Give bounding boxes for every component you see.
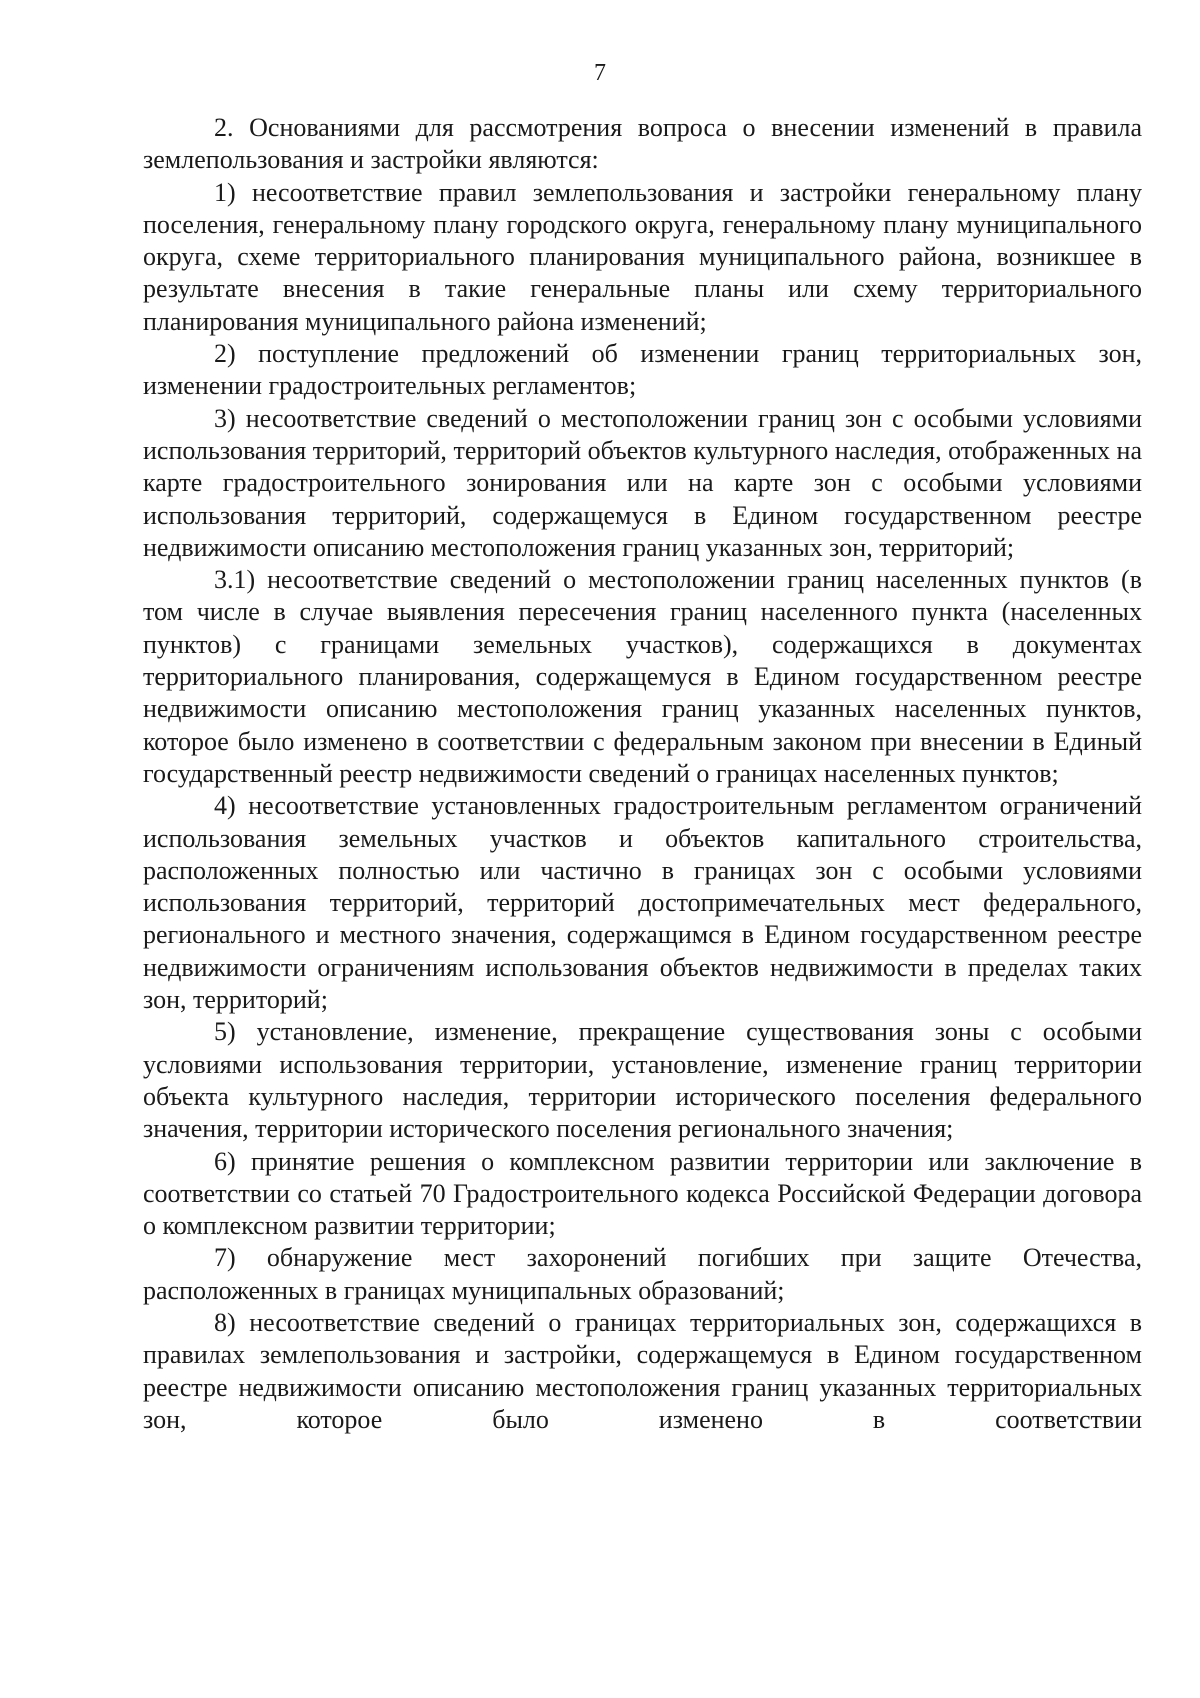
paragraph-subitem-7: 7) обнаружение мест захоронений погибших при защите Отечества, расположенных в границах муниципальных образований; xyxy=(143,1243,1142,1305)
paragraph-subitem-8: 8) несоответствие сведений о границах территориальных зон, содержащихся в правилах землепользования и застройки, содержащемуся в Едином государственном реестре недвижимости описанию местоположения границ указанных территориальных зон, которое было изменено в соответствии xyxy=(143,1307,1142,1434)
paragraph-subitem-6: 6) принятие решения о комплексном развитии территории или заключение в соответствии со статьей 70 Градостроительного кодекса Российской Федерации договора о комплексном развитии территории; xyxy=(143,1146,1142,1241)
paragraph-subitem-2: 2) поступление предложений об изменении границ территориальных зон, изменении градостроительных регламентов; xyxy=(143,339,1142,401)
paragraph-subitem-1: 1) несоответствие правил землепользования и застройки генеральному плану поселения, генеральному плану городского округа, генеральному плану муниципального округа, схеме территориального планирования муниципального района, возникшее в результате внесения в такие генеральные планы или схему территориального планирования муниципального района изменений; xyxy=(143,177,1142,336)
paragraph-subitem-3-1: 3.1) несоответствие сведений о местоположении границ населенных пунктов (в том числе в случае выявления пересечения границ населенного пункта (населенных пунктов) с границами земельных участков), содержащихся в документах территориального планирования, содержащемуся в Едином государственном реестре недвижимости описанию местоположения границ указанных населенных пунктов, которое было изменено в соответствии с федеральным законом при внесении в Единый государственный реестр недвижимости сведений о границах населенных пунктов; xyxy=(143,565,1142,788)
paragraph-subitem-4: 4) несоответствие установленных градостроительным регламентом ограничений использования земельных участков и объектов капитального строительства, расположенных полностью или частично в границах зон с особыми условиями использования территорий, территорий достопримечательных мест федерального, регионального и местного значения, содержащимся в Едином государственном реестре недвижимости ограничениям использования объектов недвижимости в пределах таких зон, территорий; xyxy=(143,791,1142,1015)
page-number: 7 xyxy=(594,60,606,86)
body-text xyxy=(143,112,1142,1436)
paragraph-subitem-3: 3) несоответствие сведений о местоположении границ зон с особыми условиями использования территорий, территорий объектов культурного наследия, отображенных на карте градостроительного зонирования или на карте зон с особыми условиями использования территорий, содержащемуся в Едином государственном реестре недвижимости описанию местоположения границ указанных зон, территорий; xyxy=(143,403,1142,562)
paragraph-item-2-intro: 2. Основаниями для рассмотрения вопроса о внесении изменений в правила землепользования и застройки являются: xyxy=(143,113,1142,175)
paragraph-subitem-5: 5) установление, изменение, прекращение существования зоны с особыми условиями использования территории, установление, изменение границ территории объекта культурного наследия, территории исторического поселения федерального значения, территории исторического поселения регионального значения; xyxy=(143,1017,1142,1144)
